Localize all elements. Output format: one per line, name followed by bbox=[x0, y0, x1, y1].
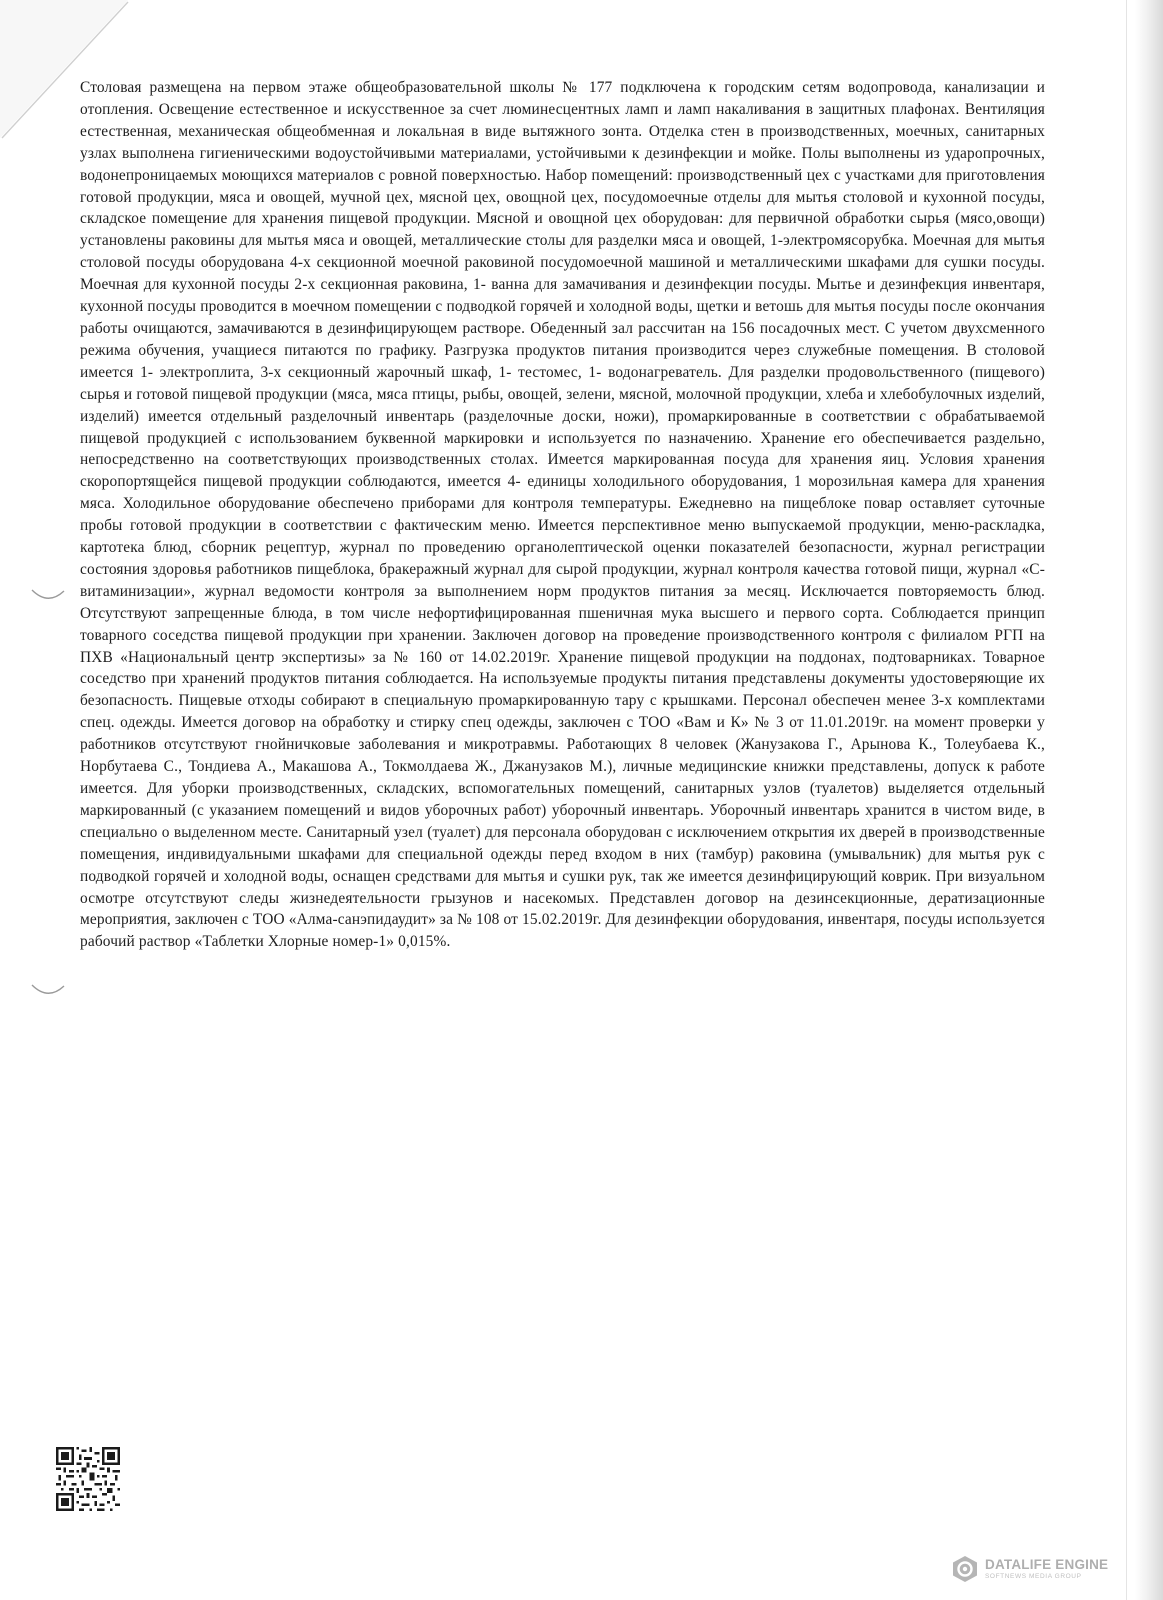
page-edge-shadow bbox=[1135, 0, 1163, 1600]
datalife-engine-logo-icon bbox=[951, 1555, 979, 1583]
watermark bbox=[951, 1551, 1108, 1587]
watermark-main-text: DATALIFE ENGINE bbox=[985, 1556, 1109, 1572]
page-edge-line bbox=[1126, 0, 1127, 1600]
qr-code bbox=[56, 1447, 120, 1511]
watermark-text bbox=[985, 1558, 1108, 1581]
punch-hole-mark-icon bbox=[30, 983, 66, 999]
watermark-sub-text: SOFTNEWS MEDIA GROUP bbox=[985, 1573, 1082, 1580]
document-body-text: Столовая размещена на первом этаже общеобразовательной школы № 177 подключена к городским сетям водопровода, канализации и отопления. Освещение естественное и искусственное за счет люминесцентных ламп и ламп накаливания в защитных плафонах. Вентиляция естественная, механическая общеобменная и локальная в виде вытяжного зонта. Отделка стен в производственных, моечных, санитарных узлах выполнена гигиеническими водоустойчивыми материалами, устойчивыми к дезинфекции и мойке. Полы выполнены из ударопрочных, водонепроницаемых моющихся материалов с ровной поверхностью. Набор помещений: производственный цех с участками для приготовления готовой продукции, мяса и овощей, мучной цех, мясной цех, овощной цех, посудомоечные отделы для мытья столовой и кухонной посуды, складское помещение для хранения пищевой продукции. Мясной и овощной цех оборудован: для первичной обработки сырья (мясо,овощи) установлены раковины для мытья мяса и овощей, металлические столы для разделки мяса и овощей, 1-электромясорубка. Моечная для мытья столовой посуды оборудована 4-х секционной моечной раковиной посудомоечной машиной и металлическими шкафами для сушки посуды. Моечная для кухонной посуды 2-х секционная раковина, 1- ванна для замачивания и дезинфекции посуды. Мытье и дезинфекция инвентаря, кухонной посуды проводится в моечном помещении с подводкой горячей и холодной воды, щетки и ветошь для мытья посуды после окончания работы очищаются, замачиваются в дезинфицирующем растворе. Обеденный зал рассчитан на 156 посадочных мест. С учетом двухсменного режима обучения, учащиеся питаются по графику. Разгрузка продуктов питания производится через служебные помещения. В столовой имеется 1- электроплита, 3-х секционный жарочный шкаф, 1- тестомес, 1- водонагреватель. Для разделки продовольственного (пищевого) сырья и готовой пищевой продукции (мяса, мяса птицы, рыбы, овощей, зелени, мясной, молочной продукции, хлеба и хлебобулочных изделий, изделий) имеется отдельный разделочный инвентарь (разделочные доски, ножи), промаркированные в соответствии с обрабатываемой пищевой продукцией с использованием буквенной маркировки и используется по назначению. Хранение его обеспечивается раздельно, непосредственно на соответствующих производственных столах. Имеется маркированная посуда для хранения яиц. Условия хранения скоропортящейся пищевой продукции соблюдаются, имеется 4- единицы холодильного оборудования, 1 морозильная камера для хранения мяса. Холодильное оборудование обеспечено приборами для контроля температуры. Ежедневно на пищеблоке повар оставляет суточные пробы готовой продукции в соответствии с фактическим меню. Имеется перспективное меню выпускаемой продукции, меню-раскладка, картотека блюд, сборник рецептур, журнал по проведению органолептической оценки показателей безопасности, журнал регистрации состояния здоровья работников пищеблока, бракеражный журнал для сырой продукции, журнал контроля качества готовой пищи, журнал «С-витаминизации», журнал ведомости контроля за выполнением норм продуктов питания за месяц. Исключается повторяемость блюд. Отсутствуют запрещенные блюда, в том числе нефортифицированная пшеничная мука высшего и первого сорта. Соблюдается принцип товарного соседства пищевой продукции при хранении. Заключен договор на проведение производственного контроля с филиалом РГП на ПХВ «Национальный центр экспертизы» за № 160 от 14.02.2019г. Хранение пищевой продукции на поддонах, подтоварниках. Товарное соседство при хранений продуктов питания соблюдается. На используемые продукты питания представлены документы удостоверяющие их безопасность. Пищевые отходы собирают в специальную промаркированную тару с крышками. Персонал обеспечен менее 3-х комплектами спец. одежды. Имеется договор на обработку и стирку спец одежды, заключен с ТОО «Вам и К» № 3 от 11.01.2019г. на момент проверки у работников отсутствуют гнойничковые заболевания и микротравмы. Работающих 8 человек (Жанузакова Г., Арынова К., Толеубаева К., Норбутаева С., Тондиева А., Макашова А., Токмолдаева Ж., Джанузаков М.), личные медицинские книжки представлены, допуск к работе имеется. Для уборки производственных, складских, вспомогательных помещений, санитарных узлов (туалетов) выделяется отдельный маркированный (с указанием помещений и видов уборочных работ) уборочный инвентарь. Уборочный инвентарь хранится в чистом виде, в специально о выделенном месте. Санитарный узел (туалет) для персонала оборудован с исключением открытия их дверей в производственные помещения, индивидуальными шкафами для специальной одежды перед входом в них (тамбур) раковина (умывальник) для мытья рук с подводкой горячей и холодной воды, оснащен средствами для мытья и сушки рук, так же имеется дезинфицирующий коврик. При визуальном осмотре отсутствуют следы жизнедеятельности грызунов и насекомых. Представлен договор на дезинсекционные, дератизационные мероприятия, заключен с ТОО «Алма-санэпидаудит» за № 108 от 15.02.2019г. Для дезинфекции оборудования, инвентаря, посуды используется рабочий раствор «Таблетки Хлорные номер-1» 0,015%. bbox=[80, 79, 1045, 951]
punch-hole-mark-icon bbox=[30, 588, 66, 604]
